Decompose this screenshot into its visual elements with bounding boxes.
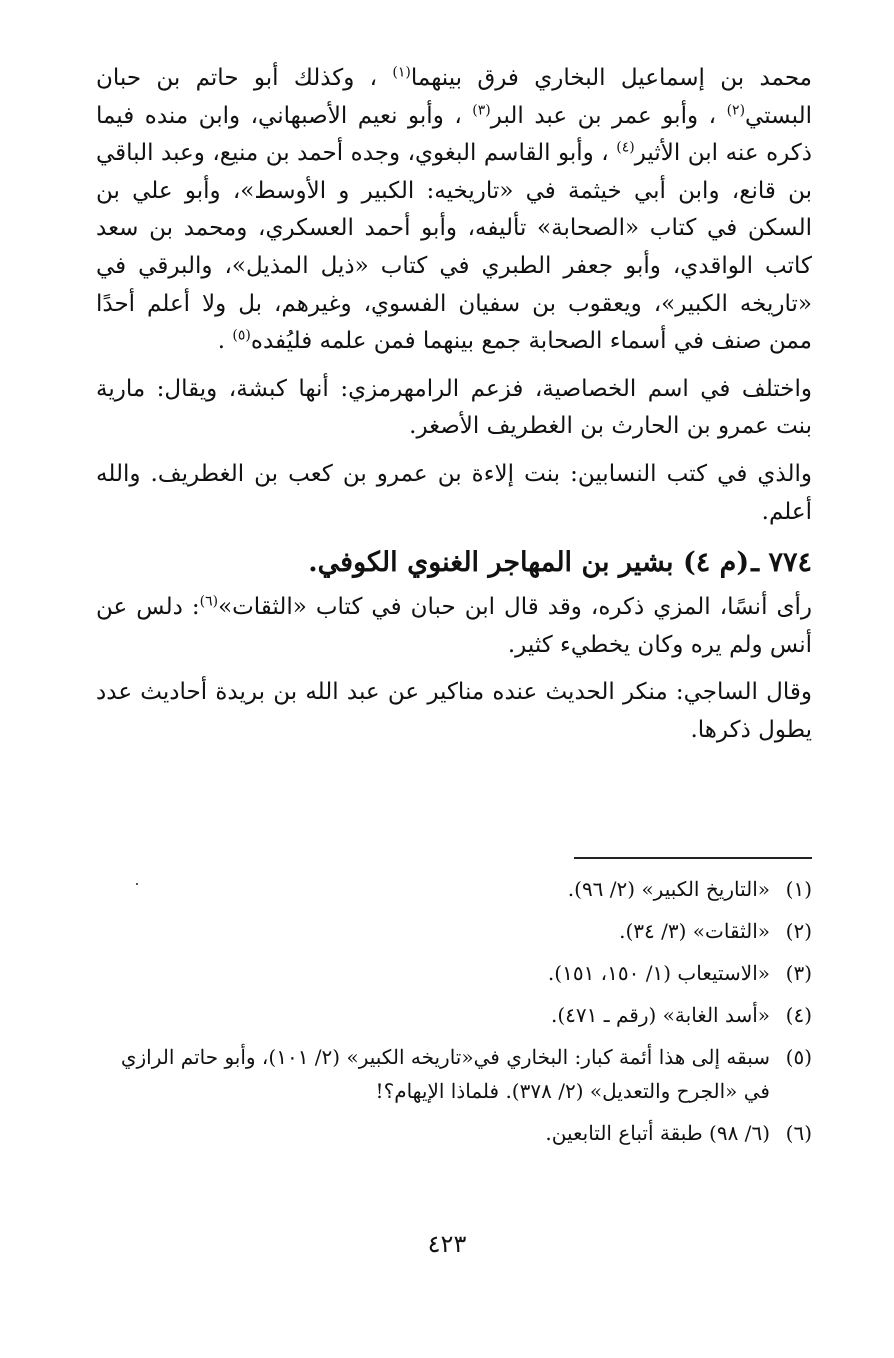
footnote-ref-3[interactable]: (٣)	[472, 101, 491, 118]
footnote-text: «التاريخ الكبير» (٢/ ٩٦).	[567, 877, 770, 901]
text-run: ، وكذلك أبو حاتم بن حبان البستي	[96, 65, 812, 129]
footnote-ref-5[interactable]: (٥)	[232, 327, 251, 344]
paragraph: والذي في كتب النسابين: بنت إلاءة بن عمرو بن كعب بن الغطريف. والله أعلم.	[96, 460, 812, 525]
text-run: : دلس عن أنس ولم يره وكان يخطيء كثير.	[96, 594, 812, 658]
footnote-ref-1[interactable]: (١)	[392, 64, 411, 81]
text-run: ، وأبو القاسم البغوي، وجده أحمد بن منيع، وعبد الباقي بن قانع، وابن أبي خيثمة في «تاريخيه: الكبير و الأوسط»، وأبو علي بن السكن في كتاب «الصحابة» تأليفه، وأبو أحمد العسكري، ومحمد بن سعد كاتب الواقدي، وأبو جعفر الطبري في كتاب «ذيل المذيل»، والبرقي في «تاريخه الكبير»، ويعقوب بن سفيان الفسوي، وغيرهم، بل ولا أعلم أحدًا ممن صنف في أسماء الصحابة جمع بينهما فمن علمه فليُفده	[96, 140, 812, 355]
footnote-number: (١)	[785, 877, 812, 901]
footnote-text: «الاستيعاب (١/ ١٥٠، ١٥١).	[547, 961, 770, 985]
page-number: ٤٢٣	[427, 1230, 467, 1258]
text-run: محمد بن إسماعيل البخاري فرق بينهما	[410, 65, 812, 91]
paragraph: واختلف في اسم الخصاصية، فزعم الرامهرمزي: أنها كبشة، ويقال: مارية بنت عمرو بن الحارث بن الغطريف الأصغر.	[96, 375, 812, 440]
footnote-ref-2[interactable]: (٢)	[726, 101, 746, 118]
text-run: ، وأبو عمر بن عبد البر	[490, 102, 727, 129]
footnote-number: (٤)	[785, 1003, 812, 1027]
footnote-ref-6[interactable]: (٦)	[199, 593, 219, 610]
entry-heading	[96, 543, 812, 583]
main-text	[96, 60, 812, 750]
footnote-divider	[574, 857, 812, 859]
footnote-item	[100, 1116, 812, 1150]
footnote-text: «أسد الغابة» (رقم ـ ٤٧١).	[551, 1003, 770, 1027]
footnote-number: (٣)	[785, 961, 812, 985]
footnote-text: «الثقات» (٣/ ٣٤).	[619, 919, 770, 943]
footnote-text: سبقه إلى هذا أئمة كبار: البخاري في«تاريخه الكبير» (٢/ ١٠١)، وأبو حاتم الرازي في «الجرح والتعديل» (٢/ ٣٧٨). فلماذا الإيهام؟!	[120, 1045, 770, 1103]
paragraph	[96, 60, 812, 361]
footnote-item	[100, 914, 812, 948]
paragraph: وقال الساجي: منكر الحديث عنده مناكير عن عبد الله بن بريدة أحاديث عدد يطول ذكرها.	[96, 679, 812, 743]
footnotes	[100, 872, 812, 1158]
footnote-item	[100, 1040, 812, 1108]
footnote-item	[100, 872, 812, 906]
footnote-item	[100, 998, 812, 1032]
paragraph	[96, 589, 812, 664]
text-run: .	[217, 328, 233, 355]
entry-name: بشير بن المهاجر الغنوي الكوفي.	[308, 547, 674, 579]
text-run: رأى أنسًا، المزي ذكره، وقد قال ابن حبان في كتاب «الثقات»	[218, 594, 812, 621]
text-run: ، وأبو نعيم الأصبهاني، وابن منده فيما ذكره عنه ابن الأثير	[96, 102, 813, 167]
footnote-item	[100, 956, 812, 990]
footnote-number: (٥)	[785, 1045, 812, 1069]
footnote-text: (٦/ ٩٨) طبقة أتباع التابعين.	[545, 1121, 770, 1145]
entry-number: ٧٧٤ ـ	[751, 547, 812, 579]
footnote-number: (٢)	[785, 919, 812, 943]
entry-code: (م ٤)	[682, 547, 750, 579]
footnote-number: (٦)	[785, 1121, 812, 1145]
footnote-ref-4[interactable]: (٤)	[616, 139, 635, 156]
